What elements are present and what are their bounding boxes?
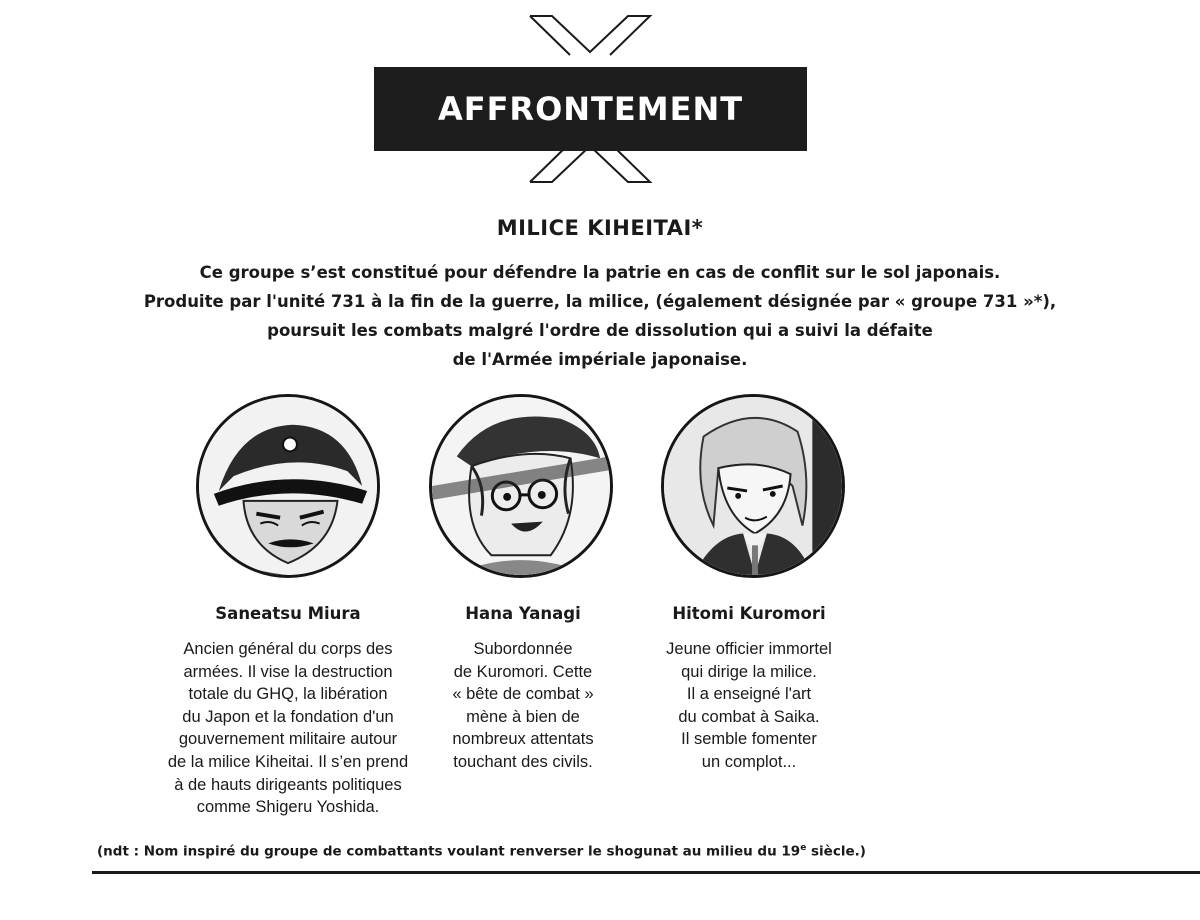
portrait-hana-yanagi [429, 394, 613, 578]
intro-line: poursuit les combats malgré l'ordre de dissolution qui a suivi la défaite [267, 321, 933, 340]
section-title: MILICE KIHEITAI* [496, 216, 704, 240]
description-line: Subordonnée [473, 640, 573, 658]
character-description [609, 638, 889, 774]
description-line: du combat à Saika. [678, 707, 820, 726]
description-line: totale du GHQ, la libération [188, 685, 388, 704]
banner-title: AFFRONTEMENT [437, 90, 744, 128]
description-line: Ancien général du corps des [183, 640, 393, 658]
officer-portrait-icon [199, 397, 377, 575]
character-name: Hitomi Kuromori [672, 604, 826, 623]
description-line: armées. Il vise la destruction [183, 662, 393, 681]
description-line: qui dirige la milice. [681, 662, 817, 681]
intro-line: Produite par l'unité 731 à la fin de la guerre, la milice, (également désignée par « groupe 731 »*), [143, 292, 1057, 311]
top-arrow-line-left [530, 16, 570, 55]
footnote-superscript: e [800, 843, 807, 853]
description-line: de la milice Kiheitai. Il s’en prend [167, 752, 409, 771]
footnote-text: (ndt : Nom inspiré du groupe de combattants voulant renverser le shogunat au milieu du 19 [97, 843, 801, 860]
description-line: un complot... [701, 752, 797, 771]
bottom-rule [92, 871, 1200, 874]
character-name: Saneatsu Miura [215, 604, 361, 623]
description-line: gouvernement militaire autour [178, 730, 398, 749]
intro-line: Ce groupe s’est constitué pour défendre la patrie en cas de conflit sur le sol japonais. [199, 263, 1001, 282]
description-line: mène à bien de [466, 707, 580, 726]
footnote-text-end: siècle.) [806, 843, 866, 860]
description-line: du Japon et la fondation d'un [182, 707, 394, 726]
title-banner [374, 67, 807, 151]
young-officer-portrait-icon [664, 397, 842, 575]
description-line: Jeune officier immortel [666, 640, 832, 658]
footnote [97, 843, 866, 860]
portrait-saneatsu-miura [196, 394, 380, 578]
portrait-hitomi-kuromori [661, 394, 845, 578]
description-line: de Kuromori. Cette [453, 662, 593, 681]
description-line: à de hauts dirigeants politiques [174, 775, 402, 794]
girl-with-glasses-portrait-icon [432, 397, 610, 575]
description-line: Il a enseigné l'art [686, 685, 812, 704]
description-line: comme Shigeru Yoshida. [196, 798, 380, 817]
character-name: Hana Yanagi [465, 604, 581, 623]
description-line: Il semble fomenter [681, 730, 817, 749]
description-line: touchant des civils. [453, 752, 593, 771]
intro-paragraph [40, 258, 1160, 374]
top-arrow-line [530, 16, 650, 55]
description-line: « bête de combat » [452, 685, 594, 704]
intro-line: de l'Armée impériale japonaise. [452, 350, 748, 369]
description-line: nombreux attentats [452, 730, 594, 749]
